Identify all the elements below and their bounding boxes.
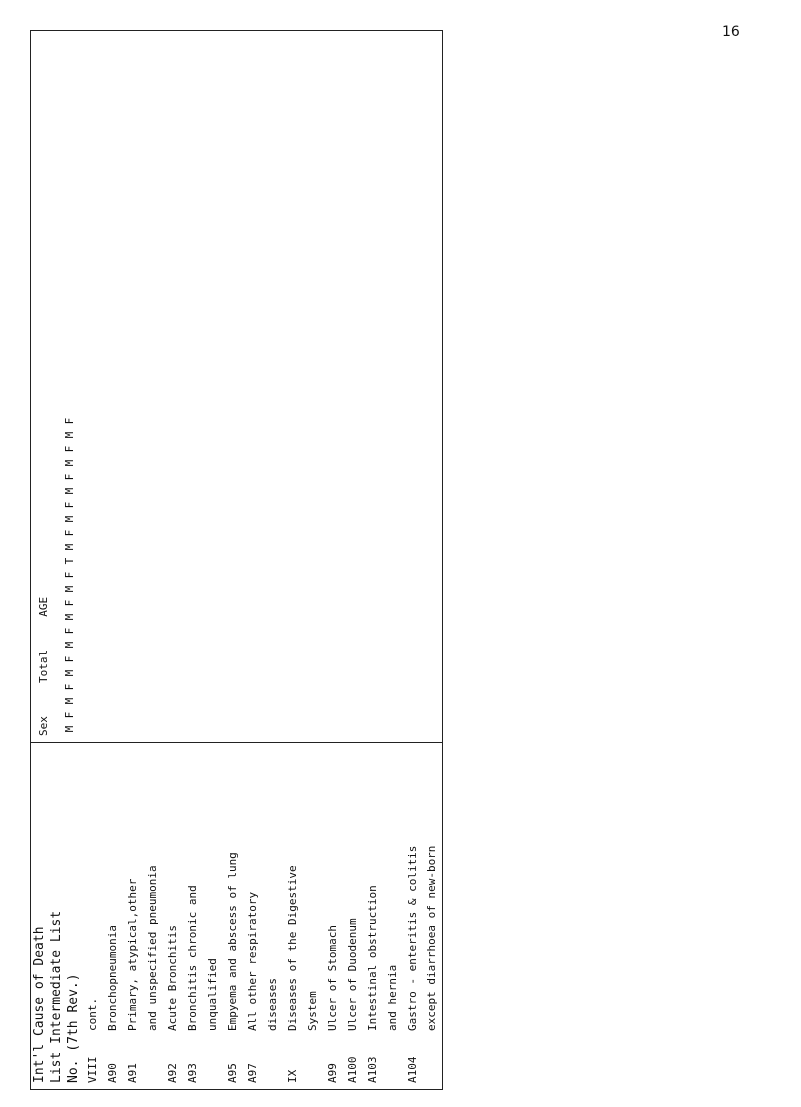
sex-code: F (62, 655, 76, 663)
page-number: 16 (722, 24, 740, 40)
cause-name: Gastro - enteritis & colitis (405, 845, 419, 1031)
cause-cell (162, 743, 182, 1090)
cause-name: Intestinal obstruction (365, 885, 379, 1031)
cause-code: A95 (225, 1063, 239, 1083)
cause-row (242, 31, 262, 1090)
cause-name: Ulcer of Duodenum (345, 918, 359, 1031)
sex-code: M (62, 641, 76, 649)
cause-name: Empyema and abscess of lung (225, 852, 239, 1031)
cause-code: A91 (125, 1063, 139, 1083)
cause-name: unqualified (205, 958, 219, 1031)
cause-cell (222, 743, 242, 1090)
cause-name: except diarrhoea of new-born (425, 845, 439, 1031)
cause-cell (262, 743, 282, 1090)
cause-code: A100 (345, 1056, 359, 1083)
sex-code: F (62, 683, 76, 691)
cause-name: System (305, 991, 319, 1031)
cause-code: A92 (165, 1063, 179, 1083)
cause-values (382, 31, 402, 743)
cause-code: A97 (245, 1063, 259, 1083)
cause-name: diseases (265, 978, 279, 1031)
sex-code: M (62, 459, 76, 467)
cause-row (102, 31, 122, 1090)
cause-values (202, 31, 222, 743)
total-label: Total (37, 649, 51, 683)
cause-row (82, 31, 102, 1090)
sex-code: M (62, 613, 76, 621)
sex-code: F (62, 445, 76, 453)
cause-values (242, 31, 262, 743)
header-line-2: List Intermediate List (49, 910, 64, 1083)
cause-row (362, 31, 382, 1090)
cause-name: and unspecified pneumonia (145, 865, 159, 1031)
cause-row (282, 31, 302, 1090)
sex-code: F (62, 599, 76, 607)
cause-cell (242, 743, 262, 1090)
cause-values (402, 31, 422, 743)
sex-code: M (62, 697, 76, 705)
cause-values (262, 31, 282, 743)
cause-cell (282, 743, 302, 1090)
sex-code: M (62, 431, 76, 439)
sex-code: M (62, 725, 76, 733)
cause-row (302, 31, 322, 1090)
cause-cell (342, 743, 362, 1090)
cause-row (322, 31, 342, 1090)
cause-row (202, 31, 222, 1090)
cause-name: Diseases of the Digestive (285, 865, 299, 1031)
cause-values (282, 31, 302, 743)
sex-label-text: Sex (37, 716, 51, 736)
cause-row (182, 31, 202, 1090)
sex-code: F (62, 501, 76, 509)
sex-code: M (62, 515, 76, 523)
sex-code: F (62, 711, 76, 719)
sex-code: M (62, 669, 76, 677)
sex-code: M (62, 543, 76, 551)
cause-name: All other respiratory (245, 891, 259, 1031)
cause-code: A104 (405, 1056, 419, 1083)
sex-label (31, 31, 57, 743)
cause-row (382, 31, 402, 1090)
header-line-1: Int'l Cause of Death (32, 926, 47, 1083)
cause-row (422, 31, 442, 1090)
cause-name: cont. (85, 997, 99, 1031)
cause-cell (182, 743, 202, 1090)
cause-row (122, 31, 142, 1090)
cause-name: Ulcer of Stomach (325, 925, 339, 1031)
cause-values (122, 31, 142, 743)
sex-code: F (62, 627, 76, 635)
cause-name: Bronchitis chronic and (185, 885, 199, 1031)
sex-codes-row (57, 31, 82, 743)
sex-code: F (62, 571, 76, 579)
sex-codes (63, 414, 76, 736)
cause-values (322, 31, 342, 743)
cause-code: A93 (185, 1063, 199, 1083)
age-label: AGE (37, 596, 51, 617)
cause-cell (122, 743, 142, 1090)
cause-values (102, 31, 122, 743)
cause-cell (422, 743, 442, 1090)
cause-values (302, 31, 322, 743)
sex-code: F (62, 473, 76, 481)
cause-row (162, 31, 182, 1090)
header-line-3: No. (7th Rev.) (66, 973, 81, 1083)
rotated-table (30, 10, 800, 1090)
cause-code: VIII (85, 1056, 99, 1083)
cause-cell (322, 743, 342, 1090)
cause-cell (82, 743, 102, 1090)
cause-cell (382, 743, 402, 1090)
cause-row (142, 31, 162, 1090)
cause-cell (202, 743, 222, 1090)
sex-code: T (62, 557, 76, 565)
cause-values (162, 31, 182, 743)
cause-row (222, 31, 242, 1090)
cause-cell (102, 743, 122, 1090)
sex-code: F (62, 529, 76, 537)
cause-code: A99 (325, 1063, 339, 1083)
cause-values (142, 31, 162, 743)
mortality-table (30, 30, 443, 1090)
cause-cell (402, 743, 422, 1090)
cause-cell (302, 743, 322, 1090)
cause-name: and hernia (385, 964, 399, 1031)
cause-row (342, 31, 362, 1090)
cause-code: IX (285, 1069, 299, 1083)
cause-values (362, 31, 382, 743)
cause-row (262, 31, 282, 1090)
cause-values (222, 31, 242, 743)
cause-name: Primary, atypical,other (125, 878, 139, 1031)
sex-code: M (62, 487, 76, 495)
table-header (31, 743, 83, 1090)
cause-name: Bronchopneumonia (105, 925, 119, 1031)
cause-name: Acute Bronchitis (165, 925, 179, 1031)
cause-values (82, 31, 102, 743)
cause-row (402, 31, 422, 1090)
cause-cell (362, 743, 382, 1090)
cause-values (422, 31, 442, 743)
cause-values (182, 31, 202, 743)
sex-code: M (62, 585, 76, 593)
sex-code: F (62, 417, 76, 425)
cause-values (342, 31, 362, 743)
cause-cell (142, 743, 162, 1090)
cause-code: A90 (105, 1063, 119, 1083)
cause-code: A103 (365, 1056, 379, 1083)
